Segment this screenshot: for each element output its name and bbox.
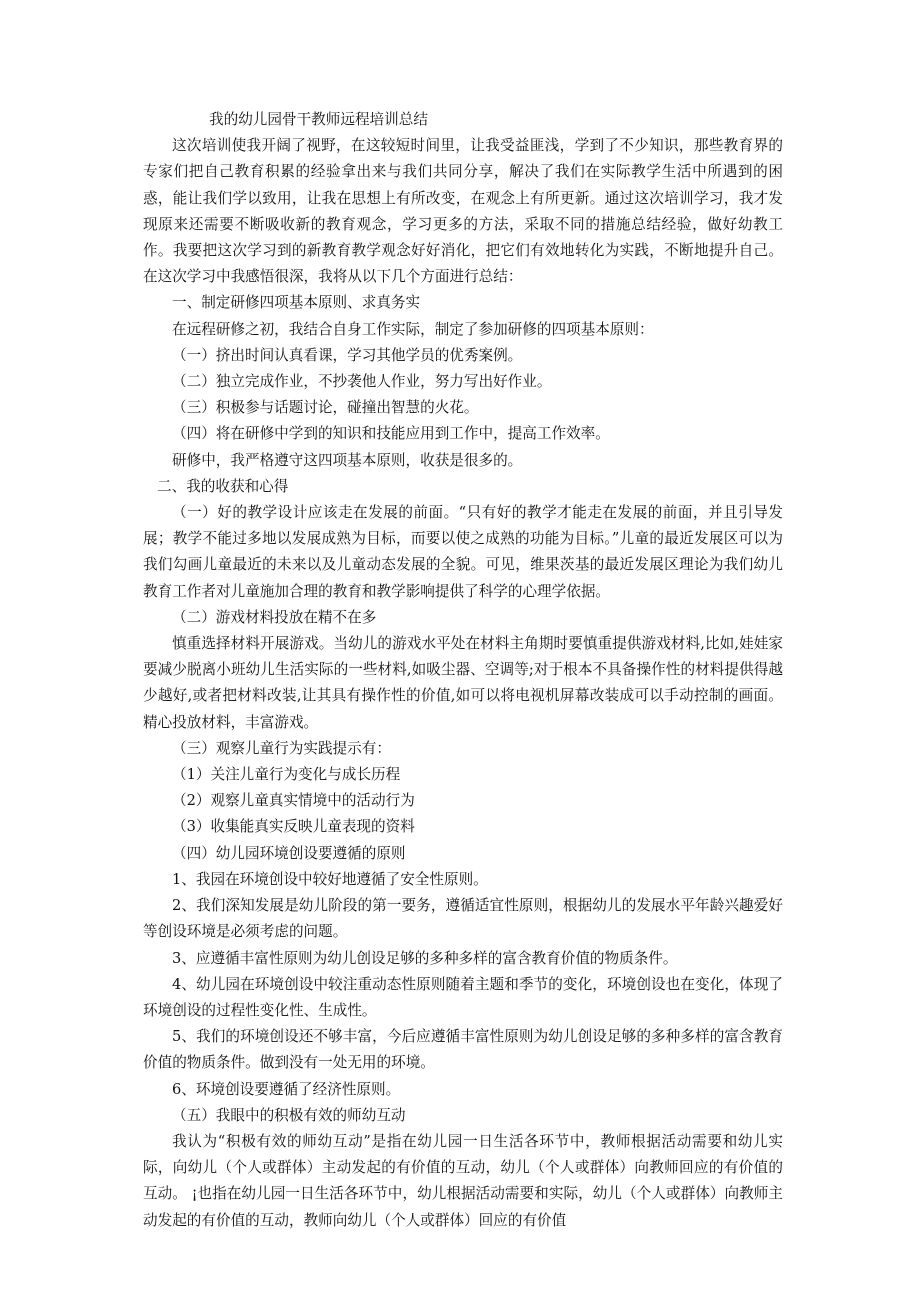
document-title: 我的幼儿园骨干教师远程培训总结 xyxy=(209,111,428,128)
subheading: （二）游戏材料投放在精不在多 xyxy=(172,608,377,626)
list-item: （1）关注儿童行为变化与成长历程 xyxy=(172,766,401,784)
paragraph: 在远程研修之初，我结合自身工作实际，制定了参加研修的四项基本原则： xyxy=(172,320,654,338)
paragraph: （一）好的教学设计应该走在发展的前面。“只有好的教学才能走在发展的前面，并且引导发展；教学不能过多地以发展成熟为目标，而要以使之成熟的功能为目标。”儿童的最近发展区可以为我们勾画儿童最近的未来以及儿童动态发展的全貌。可见，维果茨基的最近发展区理论为我们幼儿教育工作者对儿童施加合理的教育和教学影响提供了科学的心理学依据。 xyxy=(143,504,783,600)
document-body xyxy=(143,107,783,1234)
list-item: 5、我们的环境创设还不够丰富，今后应遵循丰富性原则为幼儿创设足够的多种多样的富含教育价值的物质条件。做到没有一处无用的环境。 xyxy=(143,1028,783,1072)
list-item: （四）将在研修中学到的知识和技能应用到工作中，提高工作效率。 xyxy=(172,425,610,443)
list-item: 6、环境创设要遵循了经济性原则。 xyxy=(172,1080,401,1098)
list-item: （二）独立完成作业，不抄袭他人作业，努力写出好作业。 xyxy=(172,373,552,391)
subheading: （四）幼儿园环境创设要遵循的原则 xyxy=(172,844,406,862)
list-item: （2）观察儿童真实情境中的活动行为 xyxy=(172,792,415,810)
list-item: （一）挤出时间认真看课，学习其他学员的优秀案例。 xyxy=(172,346,523,364)
list-item: 2、我们深知发展是幼儿阶段的第一要务，遵循适宜性原则，根据幼儿的发展水平年龄兴趣爱好等创设环境是必须考虑的问题。 xyxy=(143,897,783,941)
list-item: （3）收集能真实反映儿童表现的资料 xyxy=(172,818,415,836)
paragraph-intro: 这次培训使我开阔了视野，在这较短时间里，让我受益匪浅，学到了不少知识，那些教育界的专家们把自己教育积累的经验拿出来与我们共同分享，解决了我们在实际教学生活中所遇到的困惑，能让我们学以致用，让我在思想上有所改变，在观念上有所更新。通过这次培训学习，我才发现原来还需要不断吸收新的教育观念，学习更多的方法，采取不同的措施总结经验，做好幼教工作。我要把这次学习到的新教育教学观念好好消化，把它们有效地转化为实践，不断地提升自己。在这次学习中我感悟很深，我将从以下几个方面进行总结： xyxy=(143,137,783,286)
paragraph: 慎重选择材料开展游戏。当幼儿的游戏水平处在材料主角期时要慎重提供游戏材料,比如,娃娃家要减少脱离小班幼儿生活实际的一些材料,如吸尘器、空调等;对于根本不具备操作性的材料提供得越少越好,或者把材料改装,让其具有操作性的价值,如可以将电视机屏幕改装成可以手动控制的画面。精心投放材料，丰富游戏。 xyxy=(143,635,783,731)
list-item: 3、应遵循丰富性原则为幼儿创设足够的多种多样的富含教育价值的物质条件。 xyxy=(172,949,678,967)
paragraph: 研修中，我严格遵守这四项基本原则，收获是很多的。 xyxy=(172,451,523,469)
list-item: 4、幼儿园在环境创设中较注重动态性原则随着主题和季节的变化，环境创设也在变化，体现了环境创设的过程性变化性、生成性。 xyxy=(143,975,783,1019)
subheading: （五）我眼中的积极有效的师幼互动 xyxy=(172,1106,406,1124)
list-item: 1、我园在环境创设中较好地遵循了安全性原则。 xyxy=(172,870,488,888)
section-heading-1: 一、制定研修四项基本原则、求真务实 xyxy=(172,294,421,312)
section-heading-2: 二、我的收获和心得 xyxy=(157,477,289,495)
paragraph: 我认为“积极有效的师幼互动”是指在幼儿园一日生活各环节中，教师根据活动需要和幼儿实际，向幼儿（个人或群体）主动发起的有价值的互动，幼儿（个人或群体）向教师回应的有价值的互动。 ¡也指在幼儿园一日生活各环节中，幼儿根据活动需要和实际，幼儿（个人或群体）向教师主动发起的有价值的互动，教师向幼儿（个人或群体）回应的有价值 xyxy=(143,1132,783,1229)
list-item: （三）积极参与话题讨论，碰撞出智慧的火花。 xyxy=(172,399,479,417)
subheading: （三）观察儿童行为实践提示有： xyxy=(172,739,391,757)
